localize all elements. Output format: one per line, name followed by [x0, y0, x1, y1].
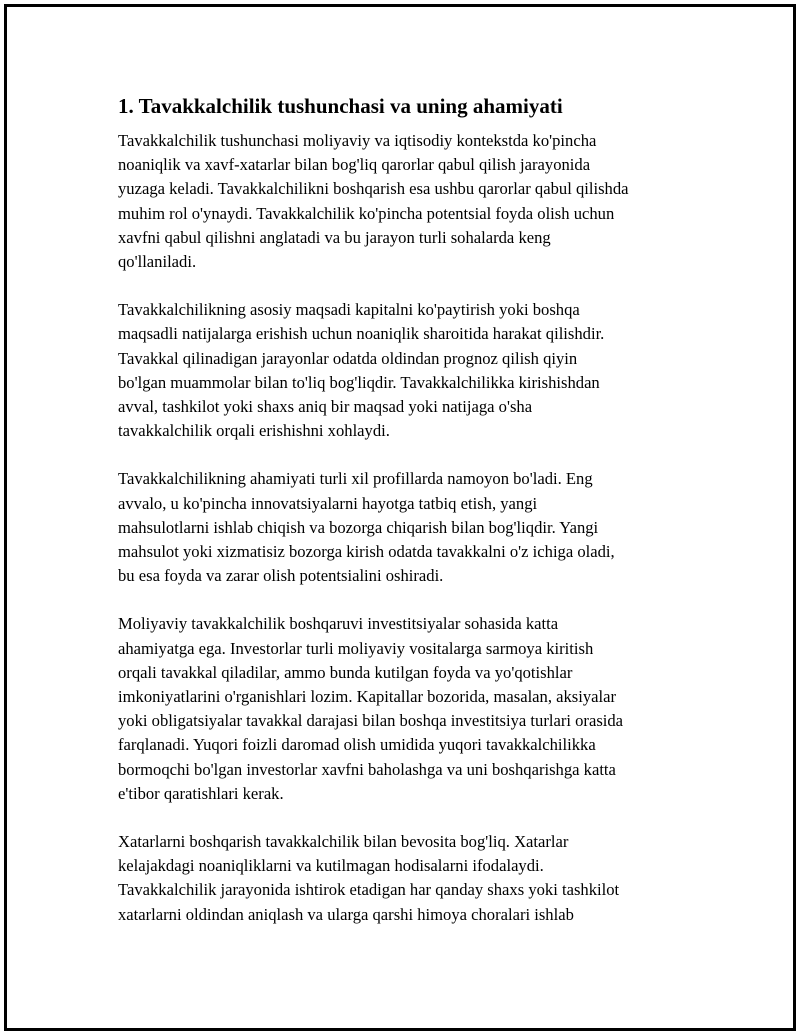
text-line: ahamiyatga ega. Investorlar turli moliyaviy vositalarga sarmoya kiritish	[118, 638, 594, 658]
text-line: xavfni qabul qilishni anglatadi va bu jarayon turli sohalarda keng	[118, 227, 551, 247]
text-line: bo'lgan muammolar bilan to'liq bog'liqdir. Tavakkalchilikka kirishishdan	[118, 372, 600, 392]
text-line: imkoniyatlarini o'rganishlari lozim. Kapitallar bozorida, masalan, aksiyalar	[118, 687, 617, 707]
text-line: Xatarlarni boshqarish tavakkalchilik bilan bevosita bog'liq. Xatarlar	[118, 832, 569, 852]
text-line: noaniqlik va xavf-xatarlar bilan bog'liq qarorlar qabul qilish jarayonida	[118, 155, 591, 175]
paragraph-5	[118, 830, 698, 927]
text-line: yuzaga keladi. Tavakkalchilikni boshqarish esa ushbu qarorlar qabul qilishda	[118, 179, 629, 199]
text-line: qo'llaniladi.	[118, 252, 197, 272]
paragraph-3	[118, 467, 698, 588]
text-line: xatarlarni oldindan aniqlash va ularga qarshi himoya choralari ishlab	[118, 904, 574, 924]
paragraph-1	[118, 129, 698, 274]
text-line: e'tibor qaratishlari kerak.	[118, 783, 284, 803]
text-line: avvalo, u ko'pincha innovatsiyalarni hayotga tatbiq etish, yangi	[118, 493, 538, 513]
text-line: Tavakkalchilikning ahamiyati turli xil profillarda namoyon bo'ladi. Eng	[118, 469, 593, 489]
paragraph-4	[118, 612, 698, 806]
text-line: bormoqchi bo'lgan investorlar xavfni baholashga va uni boshqarishga katta	[118, 759, 616, 779]
text-line: muhim rol o'ynaydi. Tavakkalchilik ko'pincha potentsial foyda olish uchun	[118, 203, 615, 223]
document-body	[118, 92, 698, 951]
text-line: maqsadli natijalarga erishish uchun noaniqlik sharoitida harakat qilishdir.	[118, 324, 605, 344]
text-line: farqlanadi. Yuqori foizli daromad olish umidida yuqori tavakkalchilikka	[118, 735, 596, 755]
text-line: Tavakkalchilik tushunchasi moliyaviy va iqtisodiy kontekstda ko'pincha	[118, 131, 597, 150]
text-line: orqali tavakkal qiladilar, ammo bunda kutilgan foyda va yo'qotishlar	[118, 662, 573, 682]
text-line: mahsulot yoki xizmatisiz bozorga kirish odatda tavakkalni o'z ichiga oladi,	[118, 542, 615, 562]
text-line: Moliyaviy tavakkalchilik boshqaruvi investitsiyalar sohasida katta	[118, 614, 559, 634]
text-line: bu esa foyda va zarar olish potentsialini oshiradi.	[118, 566, 444, 586]
text-line: Tavakkal qilinadigan jarayonlar odatda oldindan prognoz qilish qiyin	[118, 348, 578, 368]
paragraph-2	[118, 298, 698, 443]
text-line: yoki obligatsiyalar tavakkal darajasi bilan boshqa investitsiya turlari orasida	[118, 711, 624, 731]
text-line: avval, tashkilot yoki shaxs aniq bir maqsad yoki natijaga o'sha	[118, 397, 533, 417]
section-heading: 1. Tavakkalchilik tushunchasi va uning ahamiyati	[118, 94, 563, 118]
text-line: kelajakdagi noaniqliklarni va kutilmagan hodisalarni ifodalaydi.	[118, 856, 544, 876]
text-line: mahsulotlarni ishlab chiqish va bozorga chiqarish bilan bog'liqdir. Yangi	[118, 517, 599, 537]
text-line: Tavakkalchilikning asosiy maqsadi kapitalni ko'paytirish yoki boshqa	[118, 300, 580, 320]
text-line: Tavakkalchilik jarayonida ishtirok etadigan har qanday shaxs yoki tashkilot	[118, 880, 620, 900]
text-line: tavakkalchilik orqali erishishni xohlaydi.	[118, 421, 390, 441]
